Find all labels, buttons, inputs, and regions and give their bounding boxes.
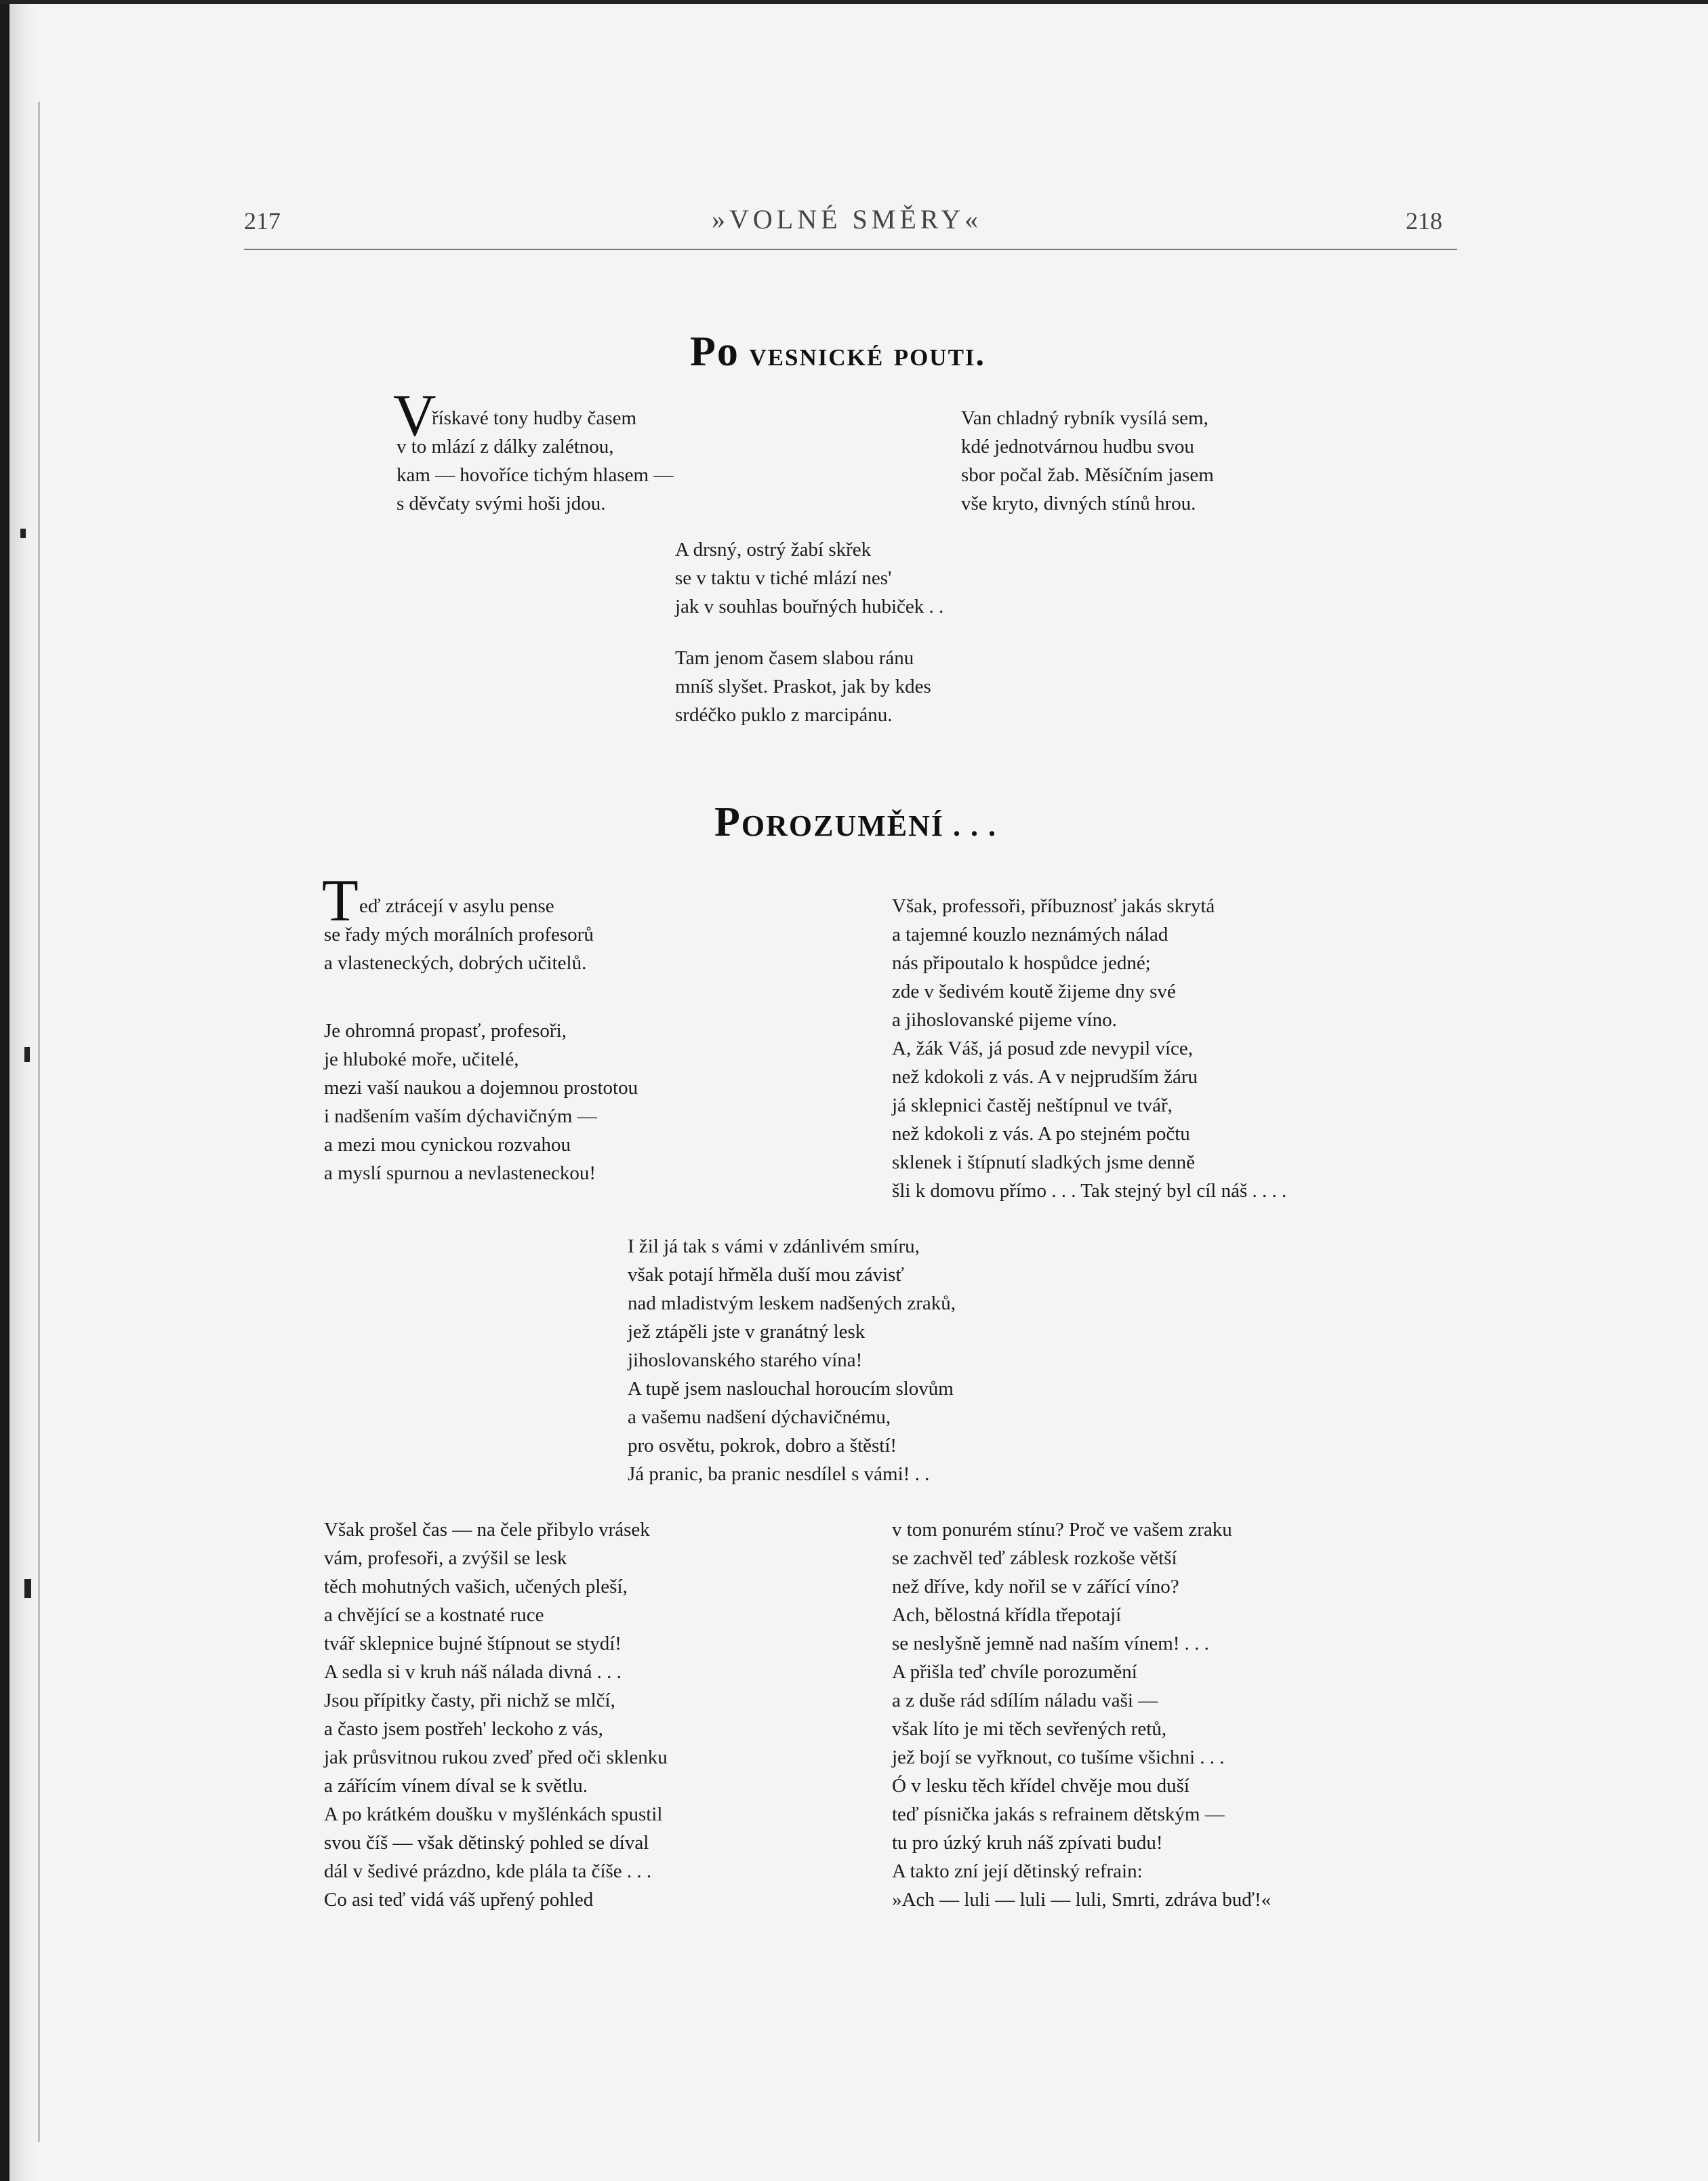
verse-line: zde v šedivém koutě žijeme dny své xyxy=(892,981,1176,1002)
verse-line: a tajemné kouzlo neznámých nálad xyxy=(892,924,1168,945)
stanza xyxy=(396,404,673,518)
verse-line: A drsný, ostrý žabí skřek xyxy=(675,539,872,560)
verse-line: dál v šedivé prázdno, kde plála ta číše . . . xyxy=(324,1860,652,1882)
verse-line: i nadšením vaším dýchavičným — xyxy=(324,1105,597,1127)
verse-line: pro osvětu, pokrok, dobro a štěstí! xyxy=(628,1435,897,1456)
verse-line: a chvějící se a kostnaté ruce xyxy=(324,1604,544,1626)
poem-title xyxy=(714,798,997,847)
verse-line: »Ach — luli — luli — luli, Smrti, zdráva buď!« xyxy=(892,1889,1272,1911)
verse-line: a mezi mou cynickou rozvahou xyxy=(324,1134,571,1156)
verse-line: A po krátkém doušku v myšlénkách spustil xyxy=(324,1803,663,1825)
verse-line: se řady mých morálních profesorů xyxy=(324,924,594,945)
stanza xyxy=(324,1017,638,1187)
verse-line: nás připoutalo k hospůdce jedné; xyxy=(892,952,1151,974)
stanza xyxy=(961,404,1214,518)
verse-line: nad mladistvým leskem nadšených zraků, xyxy=(628,1292,956,1314)
poem-title-initial: P xyxy=(714,799,741,845)
verse-line: A přišla teď chvíle porozumění xyxy=(892,1661,1137,1683)
verse-line: než kdokoli z vás. A po stejném počtu xyxy=(892,1123,1190,1145)
verse-line: a zářícím vínem díval se k světlu. xyxy=(324,1775,588,1797)
poem-title-initial: Po xyxy=(690,329,739,375)
verse-line: kam — hovoříce tichým hlasem — xyxy=(396,464,674,486)
stanza xyxy=(324,1515,668,1914)
verse-line: v to mlází z dálky zalétnou, xyxy=(396,436,614,457)
verse-line: vše kryto, divných stínů hrou. xyxy=(961,493,1196,514)
stanza xyxy=(675,644,931,729)
verse-line: v tom ponurém stínu? Proč ve vašem zraku xyxy=(892,1519,1232,1541)
verse-line: a jihoslovanské pijeme víno. xyxy=(892,1009,1117,1031)
verse-line: Ó v lesku těch křídel chvěje mou duší xyxy=(892,1775,1190,1797)
verse-line: řískavé tony hudby časem xyxy=(432,407,637,429)
edge-speck xyxy=(24,1579,31,1598)
verse-line: Já pranic, ba pranic nesdílel s vámi! . . xyxy=(628,1463,930,1485)
verse-line: mezi vaší naukou a dojemnou prostotou xyxy=(324,1077,638,1099)
verse-line: se zachvěl teď záblesk rozkoše větší xyxy=(892,1547,1177,1569)
verse-line: A takto zní její dětinský refrain: xyxy=(892,1860,1143,1882)
left-page-number: 217 xyxy=(244,207,281,235)
verse-line: jež ztápěli jste v granátný lesk xyxy=(628,1321,866,1343)
verse-line: těch mohutných vašich, učených pleší, xyxy=(324,1576,628,1597)
verse-line: než kdokoli z vás. A v nejprudším žáru xyxy=(892,1066,1198,1088)
verse-line: A tupě jsem naslouchal horoucím slovům xyxy=(628,1378,954,1400)
verse-line: Je ohromná propasť, profesoři, xyxy=(324,1020,567,1042)
stanza xyxy=(675,535,943,621)
scanned-page xyxy=(9,0,1708,2181)
top-edge xyxy=(0,0,1708,4)
verse-line: jež bojí se vyřknout, co tušíme všichni . . . xyxy=(892,1747,1225,1768)
verse-line: A, žák Váš, já posud zde nevypil více, xyxy=(892,1038,1194,1059)
edge-speck xyxy=(24,1047,30,1062)
book-spine-shadow xyxy=(9,0,39,2181)
verse-line: I žil já tak s vámi v zdánlivém smíru, xyxy=(628,1236,920,1257)
verse-line: jak průsvitnou rukou zveď před oči sklenku xyxy=(324,1747,668,1768)
verse-line: Tam jenom časem slabou ránu xyxy=(675,647,914,669)
stanza xyxy=(628,1232,956,1488)
verse-line: teď písnička jakás s refrainem dětským — xyxy=(892,1803,1225,1825)
poem-title-rest: OROZUMĚNÍ . . . xyxy=(741,809,997,842)
dropcap: T xyxy=(322,868,359,934)
gutter-line xyxy=(38,102,40,2142)
verse-line: a z duše rád sdílím náladu vaši — xyxy=(892,1690,1158,1711)
verse-line: Však, professoři, příbuznosť jakás skrytá xyxy=(892,895,1215,917)
verse-line: šli k domovu přímo . . . Tak stejný byl cíl náš . . . . xyxy=(892,1180,1287,1202)
verse-line: s děvčaty svými hoši jdou. xyxy=(396,493,606,514)
poem-title-rest: vesnické pouti. xyxy=(749,335,986,373)
verse-line: a často jsem postřeh' leckoho z vás, xyxy=(324,1718,603,1740)
verse-line: Ach, bělostná křídla třepotají xyxy=(892,1604,1122,1626)
verse-line: vám, profesoři, a zvýšil se lesk xyxy=(324,1547,567,1569)
verse-line: Jsou přípitky časty, při nichž se mlčí, xyxy=(324,1690,615,1711)
verse-line: však líto je mi těch sevřených retů, xyxy=(892,1718,1167,1740)
verse-line: svou číš — však dětinský pohled se díval xyxy=(324,1832,649,1854)
verse-line: srdéčko puklo z marcipánu. xyxy=(675,704,893,726)
verse-line: a myslí spurnou a nevlasteneckou! xyxy=(324,1162,596,1184)
right-page-number: 218 xyxy=(1406,207,1442,235)
verse-line: já sklepnici častěj neštípnul ve tvář, xyxy=(892,1095,1173,1116)
stanza xyxy=(324,892,594,977)
verse-line: Co asi teď vidá váš upřený pohled xyxy=(324,1889,594,1911)
verse-line: A sedla si v kruh náš nálada divná . . . xyxy=(324,1661,622,1683)
verse-line: eď ztrácejí v asylu pense xyxy=(359,895,554,917)
verse-line: je hluboké moře, učitelé, xyxy=(324,1048,519,1070)
verse-line: se v taktu v tiché mlází nes' xyxy=(675,567,892,589)
header-rule xyxy=(244,249,1457,250)
stanza xyxy=(892,1515,1271,1914)
verse-line: kdé jednotvárnou hudbu svou xyxy=(961,436,1194,457)
verse-line: mníš slyšet. Praskot, jak by kdes xyxy=(675,676,931,697)
dropcap: V xyxy=(393,383,436,449)
verse-line: sbor počal žab. Měsíčním jasem xyxy=(961,464,1214,486)
verse-line: tvář sklepnice bujné štípnout se stydí! xyxy=(324,1633,622,1654)
verse-line: Van chladný rybník vysílá sem, xyxy=(961,407,1208,429)
verse-line: sklenek i štípnutí sladkých jsme denně xyxy=(892,1151,1196,1173)
verse-line: tu pro úzký kruh náš zpívati budu! xyxy=(892,1832,1163,1854)
verse-line: a vlasteneckých, dobrých učitelů. xyxy=(324,952,587,974)
stanza xyxy=(892,892,1286,1205)
poem-title xyxy=(690,328,985,376)
edge-speck xyxy=(20,529,26,538)
running-title: »VOLNÉ SMĚRY« xyxy=(712,204,983,235)
verse-line: však potají hřměla duší mou závisť xyxy=(628,1264,904,1286)
verse-line: a vašemu nadšení dýchavičnému, xyxy=(628,1406,891,1428)
verse-line: než dříve, kdy nořil se v zářící víno? xyxy=(892,1576,1179,1597)
verse-line: jak v souhlas bouřných hubiček . . xyxy=(675,596,944,617)
verse-line: se neslyšně jemně nad naším vínem! . . . xyxy=(892,1633,1209,1654)
verse-line: jihoslovanského starého vína! xyxy=(628,1349,863,1371)
verse-line: Však prošel čas — na čele přibylo vrásek xyxy=(324,1519,650,1541)
